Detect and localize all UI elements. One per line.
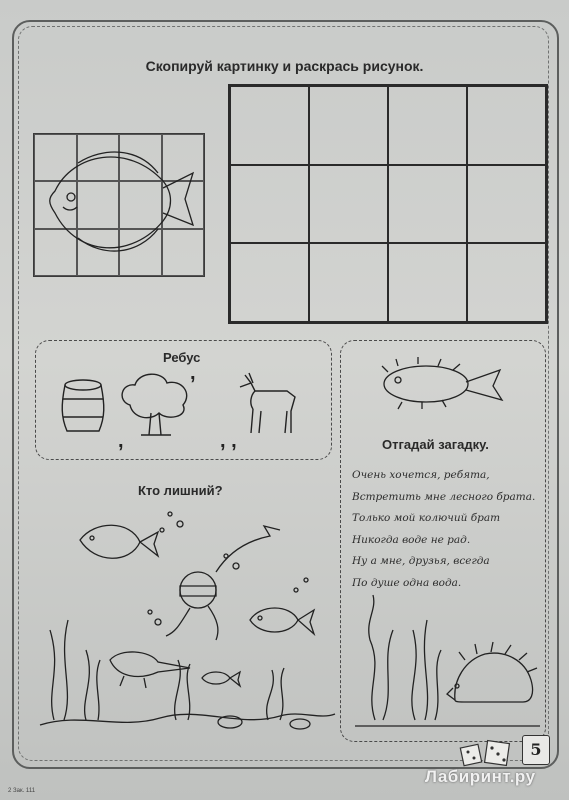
poem-line: По душе одна вода. (352, 576, 462, 589)
rebus-pictures (55, 362, 315, 452)
copy-task-title: Скопируй картинку и раскрась рисунок. (145, 58, 424, 74)
odd-one-title: Кто лишний? (138, 483, 223, 498)
hedgehog-and-seaweed-drawing (355, 590, 540, 730)
poem-line: Ну а мне, друзья, всегда (352, 555, 490, 567)
svg-text:, ,: , , (220, 430, 237, 452)
barrel-icon (62, 380, 104, 431)
dice-decoration (458, 738, 520, 768)
svg-text:,: , (190, 362, 196, 384)
page-number: 5 (522, 735, 550, 765)
pufferfish-drawing (378, 360, 508, 410)
poem-line: Только мой колючий брат (352, 512, 501, 524)
underwater-scene-drawing (40, 500, 335, 735)
riddle-title: Отгадай загадку. (382, 437, 489, 452)
flounder-fish-drawing (33, 133, 203, 275)
poem-line: Очень хочется, ребята, (352, 469, 490, 481)
footer-note: 2 Зак. 111 (8, 788, 36, 794)
drawing-grid[interactable] (228, 84, 548, 324)
poem-line: Встретить мне лесного брата. (352, 490, 536, 503)
watermark: Лабиринт.ру (425, 767, 536, 786)
riddle-poem (352, 465, 542, 594)
goat-icon (240, 373, 295, 433)
svg-text:,: , (118, 430, 124, 452)
poem-line: Никогда воде не рад. (352, 533, 471, 546)
tree-icon (122, 374, 187, 435)
rebus-title: Ребус (163, 350, 201, 365)
